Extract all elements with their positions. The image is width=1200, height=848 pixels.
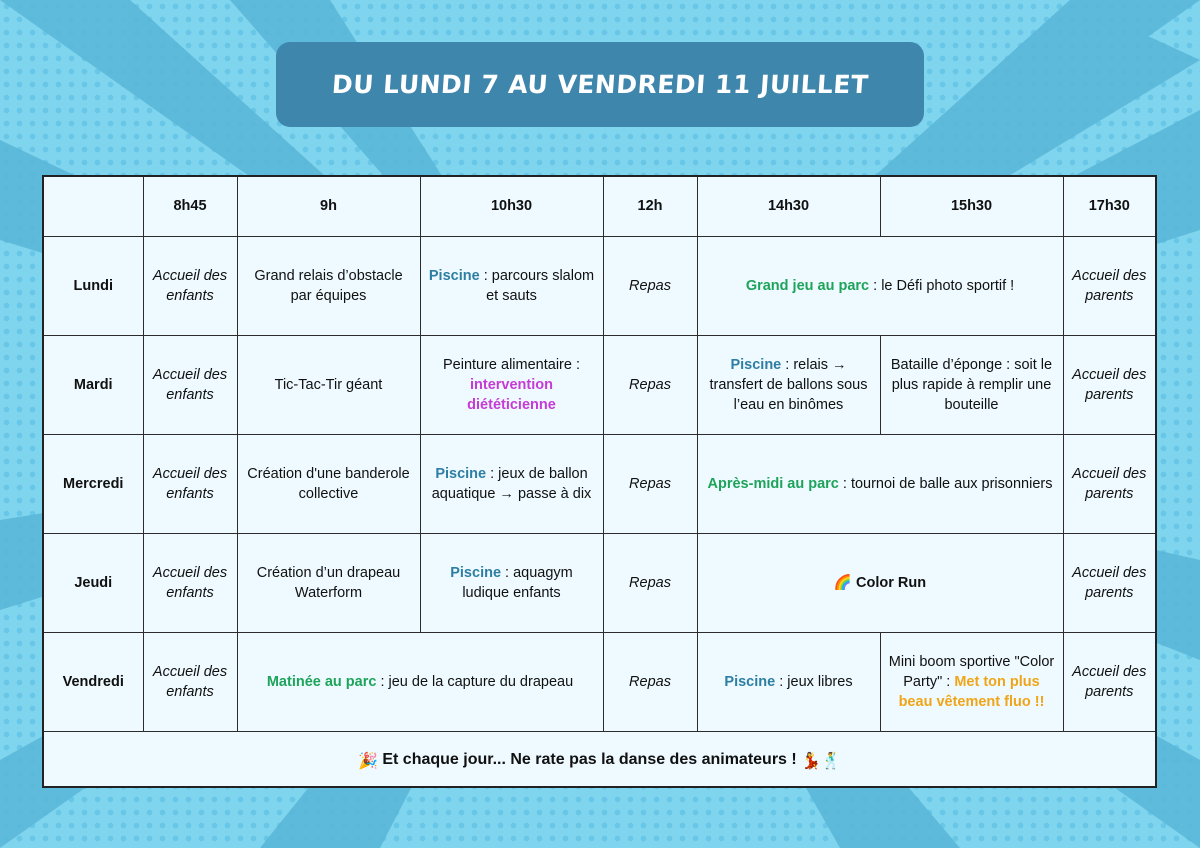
activity-cell: Accueil des parents [1063, 533, 1155, 632]
activity-cell: Accueil des parents [1063, 236, 1155, 335]
schedule-panel [42, 175, 1157, 788]
activity-highlight: Color Run [856, 574, 927, 591]
activity-cell: Repas [603, 335, 697, 434]
activity-highlight: Piscine [724, 673, 776, 690]
activity-highlight: Piscine [428, 267, 480, 284]
footer-message [44, 734, 1155, 786]
activity-cell [420, 533, 603, 632]
page-title: DU LUNDI 7 AU VENDREDI 11 JUILLET [330, 70, 870, 99]
schedule-table [44, 177, 1155, 732]
activity-detail: Peinture alimentaire : [442, 356, 580, 373]
day-row-mardi [44, 335, 1155, 434]
activity-detail: : tournoi de balle aux prisonniers [838, 475, 1053, 492]
activity-detail: : le Défi photo sportif ! [869, 277, 1015, 294]
activity-highlight: Met ton plus beau vêtement fluo !! [898, 673, 1045, 710]
activity-highlight: intervention diététicienne [467, 376, 556, 413]
day-row-mercredi [44, 434, 1155, 533]
activity-cell [880, 632, 1063, 731]
activity-cell: Accueil des parents [1063, 335, 1155, 434]
time-header: 10h30 [420, 177, 603, 236]
time-header: 14h30 [697, 177, 880, 236]
activity-highlight: Matinée au parc [266, 673, 377, 690]
activity-cell [237, 632, 603, 731]
time-header-row [44, 177, 1155, 236]
activity-detail: : jeux libres [775, 673, 853, 690]
activity-cell: Accueil des enfants [143, 236, 237, 335]
day-row-lundi [44, 236, 1155, 335]
activity-cell: Grand relais d’obstacle par équipes [237, 236, 420, 335]
time-header: 8h45 [143, 177, 237, 236]
activity-cell [697, 236, 1063, 335]
corner-cell [44, 177, 143, 236]
day-label: Mercredi [44, 434, 143, 533]
day-label: Vendredi [44, 632, 143, 731]
party-popper-icon: 🎉 [357, 750, 378, 770]
dancers-icon: 💃🕺 [801, 750, 842, 770]
activity-detail: : relais → transfert de ballons sous l’eau en binômes [709, 356, 868, 413]
activity-cell: Accueil des enfants [143, 335, 237, 434]
activity-cell: Accueil des enfants [143, 632, 237, 731]
activity-cell [697, 434, 1063, 533]
activity-cell: Tic-Tac-Tir géant [237, 335, 420, 434]
activity-cell: Accueil des parents [1063, 434, 1155, 533]
activity-cell: Création d'une banderole collective [237, 434, 420, 533]
activity-detail: Mini boom sportive "Color Party" : [888, 653, 1055, 690]
activity-cell [420, 335, 603, 434]
day-row-jeudi [44, 533, 1155, 632]
day-label: Jeudi [44, 533, 143, 632]
activity-cell: Repas [603, 236, 697, 335]
activity-cell: Repas [603, 632, 697, 731]
time-header: 12h [603, 177, 697, 236]
activity-highlight: Piscine [435, 465, 487, 482]
activity-detail: : jeu de la capture du drapeau [376, 673, 574, 690]
activity-cell: Accueil des enfants [143, 533, 237, 632]
activity-highlight: Piscine [730, 356, 782, 373]
title-banner [276, 42, 924, 127]
activity-cell [697, 335, 880, 434]
day-label: Lundi [44, 236, 143, 335]
rainbow-icon: 🌈 [833, 574, 852, 591]
time-header: 9h [237, 177, 420, 236]
time-header: 15h30 [880, 177, 1063, 236]
activity-cell [420, 236, 603, 335]
footer-text: Et chaque jour... Ne rate pas la danse des animateurs ! [382, 751, 797, 768]
activity-cell [697, 632, 880, 731]
activity-cell [420, 434, 603, 533]
day-row-vendredi [44, 632, 1155, 731]
activity-cell [697, 533, 1063, 632]
activity-cell: Bataille d’éponge : soit le plus rapide à remplir une bouteille [880, 335, 1063, 434]
activity-highlight: Après-midi au parc [707, 475, 839, 492]
activity-highlight: Piscine [450, 564, 502, 581]
activity-cell: Accueil des enfants [143, 434, 237, 533]
activity-cell: Création d’un drapeau Waterform [237, 533, 420, 632]
day-label: Mardi [44, 335, 143, 434]
activity-cell: Repas [603, 533, 697, 632]
activity-detail: : jeux de ballon aquatique → passe à dix [431, 465, 592, 502]
activity-detail: : parcours slalom et sauts [479, 267, 595, 304]
activity-cell: Repas [603, 434, 697, 533]
activity-highlight: Grand jeu au parc [745, 277, 870, 294]
activity-cell: Accueil des parents [1063, 632, 1155, 731]
activity-detail: : aquagym ludique enfants [462, 564, 573, 601]
time-header: 17h30 [1063, 177, 1155, 236]
